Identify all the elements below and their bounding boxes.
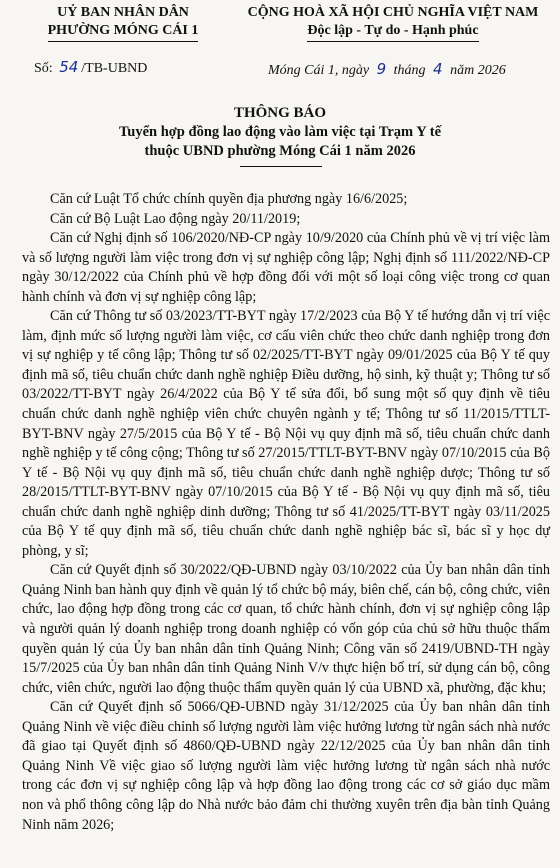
date-day: 9 [376,60,387,78]
paragraph: Căn cứ Quyết định số 5066/QĐ-UBND ngày 31/12/2025 của Ủy ban nhân dân tỉnh Quảng Ninh về việc điều chỉnh số lượng người làm việc hưởng lương từ ngân sách nhà nước đã giao tại Quyết định số 4860/QĐ-UBND ngày 22/12/2025 của Ủy ban nhân dân tỉnh Quảng Ninh Về việc giao số lượng người làm việc hưởng lương từ ngân sách nhà nước trong các đơn vị sự nghiệp công lập và hợp đồng lao động trong các cơ sở giáo dục mầm non và phổ thông công lập do Nhà nước bảo đảm chi thường xuyên trên địa bàn tỉnh Quảng Ninh năm 2026; [22,699,550,833]
agency-line-2: PHƯỜNG MÓNG CÁI 1 [48,22,199,42]
agency-line-1: UỶ BAN NHÂN DÂN [57,5,189,20]
document-title [40,104,520,161]
title-line-3: thuộc UBND phường Móng Cái 1 năm 2026 [144,143,416,159]
document-number [34,58,147,77]
national-motto: Độc lập - Tự do - Hạnh phúc [307,22,478,42]
paragraph: Căn cứ Bộ Luật Lao động ngày 20/11/2019; [50,210,301,227]
number-suffix: /TB-UBND [81,61,148,76]
paragraph: Căn cứ Luật Tổ chức chính quyền địa phương ngày 16/6/2025; [50,191,408,207]
date-year: năm 2026 [450,63,506,78]
issuing-agency [8,4,238,42]
paragraph: Căn cứ Quyết định số 30/2022/QĐ-UBND ngày 03/10/2022 của Ủy ban nhân dân tỉnh Quảng Ninh ban hành quy định về quản lý tổ chức bộ máy, biên chế, cán bộ, công chức, viên chức, lao động hợp đồng trong các cơ quan, tổ chức hành chính, đơn vị sự nghiệp công lập và người quản lý doanh nghiệp trong doanh nghiệp có vốn góp của chủ sở hữu thuộc thẩm quyền quản lý của Ủy ban nhân dân tỉnh Quảng Ninh; Công văn số 2419/UBND-TH ngày 15/7/2025 của Ủy ban nhân dân tỉnh Quảng Ninh V/v thực hiện bố trí, sử dụng cán bộ, công chức, viên chức, người lao động thuộc thẩm quyền quản lý của UBND xã, phường, đặc khu; [22,562,550,696]
date-place: Móng Cái 1, ngày [268,63,370,78]
national-header [226,4,560,42]
document-body [22,190,550,835]
paragraph: Căn cứ Nghị định số 106/2020/NĐ-CP ngày 10/9/2020 của Chính phủ về vị trí việc làm và số lượng người làm việc trong đơn vị sự nghiệp công lập; Nghị định số 111/2022/NĐ-CP ngày 30/12/2022 của Chính phủ về hợp đồng đối với một số loại công việc trong cơ quan hành chính và đơn vị sự nghiệp công lập; [22,230,550,305]
paragraph: Căn cứ Thông tư số 03/2023/TT-BYT ngày 17/2/2023 của Bộ Y tế hướng dẫn vị trí việc làm, định mức số lượng người làm việc, cơ cấu viên chức theo chức danh nghiệp trong đơn vị sự nghiệp y tế công lập; Thông tư số 02/2025/TT-BYT ngày 09/01/2025 của Bộ Y tế quy định mã số, tiêu chuẩn chức danh nghề nghiệp Điều dưỡng, hộ sinh, kỹ thuật y; Thông tư số 03/2022/TT-BYT ngày 26/4/2022 của Bộ Y tế sửa đổi, bổ sung một số quy định về tiêu chuẩn chức danh nghề nghiệp viên chức chuyên ngành y tế; Thông tư số 11/2015/TTLT-BYT-BNV ngày 27/5/2015 của Bộ Y tế - Bộ Nội vụ quy định mã số, tiêu chuẩn chức danh nghề nghiệp y tế công cộng; Thông tư số 27/2015/TTLT-BYT-BNV ngày 07/10/2015 của Bộ Y tế - Bộ Nội vụ quy định mã số, tiêu chuẩn chức danh nghề nghiệp dược; Thông tư số 28/2015/TTLT-BYT-BNV ngày 07/10/2015 của Bộ Y tế - Bộ Nội vụ quy định mã số, tiêu chuẩn chức danh nghề nghiệp dinh dưỡng; Thông tư số 41/2025/TT-BYT ngày 03/11/2025 của Bộ Y tế quy định mã số, tiêu chuẩn chức danh nghề nghiệp bác sĩ, bác sĩ y học dự phòng, y sĩ; [22,308,550,559]
title-line-2: Tuyển hợp đồng lao động vào làm việc tại Trạm Y tế [118,124,442,140]
issue-date [268,60,506,79]
title-divider [240,166,322,167]
date-month-label: tháng [393,63,426,78]
country-name: CỘNG HOÀ XÃ HỘI CHỦ NGHĨA VIỆT NAM [247,5,539,20]
date-month: 4 [433,60,443,78]
number-prefix: Số: [34,61,53,76]
title-line-1: THÔNG BÁO [233,105,327,121]
number-handwritten: 54 [59,58,79,76]
